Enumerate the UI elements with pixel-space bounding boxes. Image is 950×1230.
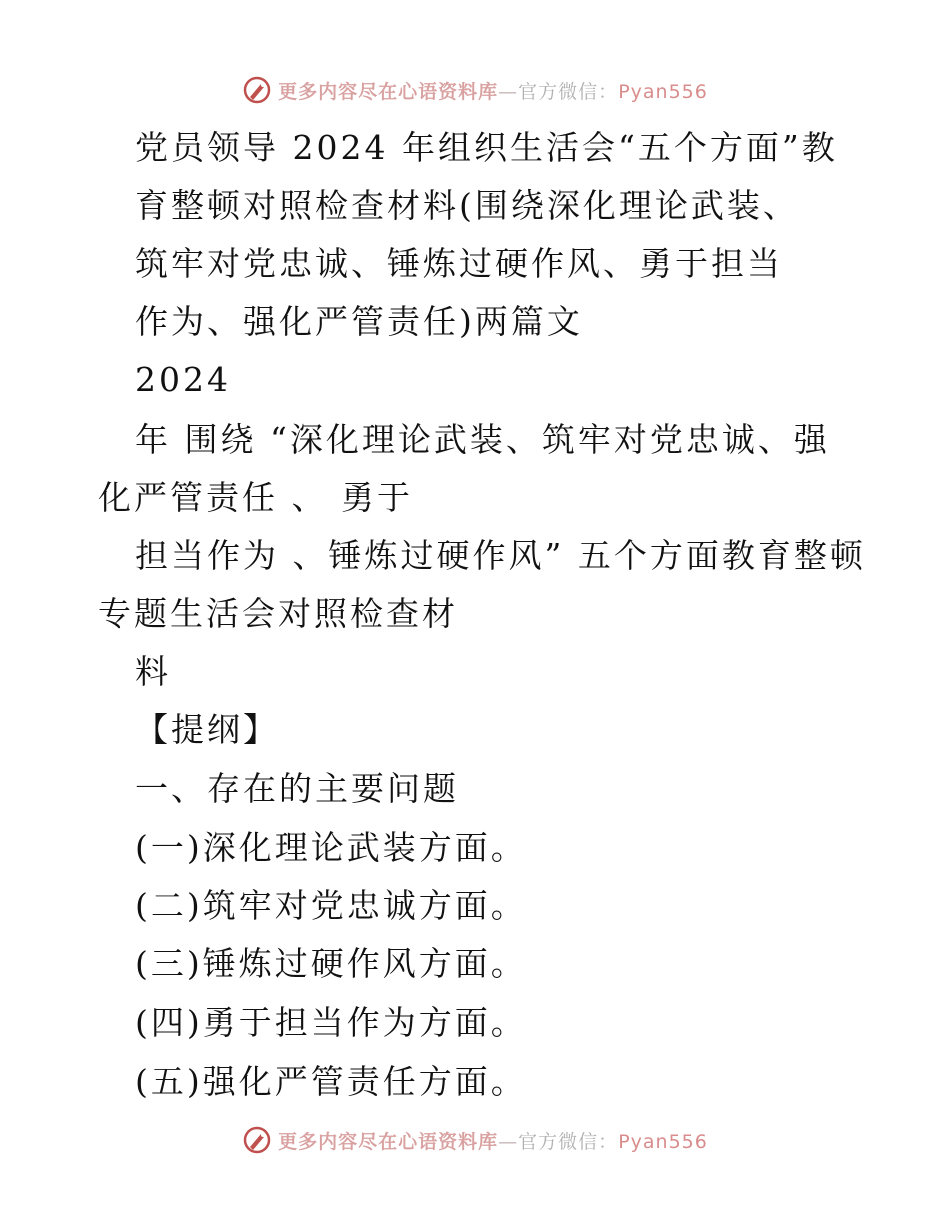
title-line-2: 育整顿对照检查材料(围绕深化理论武装、 <box>135 186 799 225</box>
watermark-dash: — <box>498 80 519 103</box>
outline-item-3: (三)锤炼过硬作风方面。 <box>135 944 527 983</box>
watermark-footer <box>0 1120 950 1160</box>
watermark-official-label: 官方微信： <box>518 80 619 103</box>
pen-logo-icon <box>242 1125 272 1155</box>
outline-item-1: (一)深化理论武装方面。 <box>135 828 527 867</box>
watermark-official-label: 官方微信： <box>518 1130 619 1153</box>
pen-logo-icon <box>242 75 272 105</box>
watermark-main-text: 更多内容尽在心语资料库 <box>278 1130 499 1153</box>
title-line-3: 筑牢对党忠诚、锤炼过硬作风、勇于担当 <box>135 244 783 283</box>
watermark-main-text: 更多内容尽在心语资料库 <box>278 80 499 103</box>
outline-item-5: (五)强化严管责任方面。 <box>135 1062 527 1101</box>
body-line-2: 年 围绕 “深化理论武装、筑牢对党忠诚、强 <box>135 420 830 459</box>
section-heading: 一、存在的主要问题 <box>135 769 459 808</box>
body-line-3: 化严管责任 、 勇于 <box>98 478 413 517</box>
outline-heading: 【提纲】 <box>135 710 279 749</box>
watermark-wechat-id: Pyan556 <box>618 1130 708 1153</box>
body-line-5: 专题生活会对照检查材 <box>98 594 458 633</box>
watermark-wechat-id: Pyan556 <box>618 80 708 103</box>
outline-item-4: (四)勇于担当作为方面。 <box>135 1003 527 1042</box>
outline-item-2: (二)筑牢对党忠诚方面。 <box>135 886 527 925</box>
body-line-1: 2024 <box>135 360 231 399</box>
body-line-4: 担当作为 、锤炼过硬作风” 五个方面教育整顿 <box>135 536 866 575</box>
watermark-header <box>0 70 950 110</box>
watermark-dash: — <box>498 1130 519 1153</box>
title-line-4: 作为、强化严管责任)两篇文 <box>135 302 583 341</box>
body-line-6: 料 <box>135 652 171 691</box>
title-line-1: 党员领导 2024 年组织生活会“五个方面”教 <box>135 128 838 167</box>
